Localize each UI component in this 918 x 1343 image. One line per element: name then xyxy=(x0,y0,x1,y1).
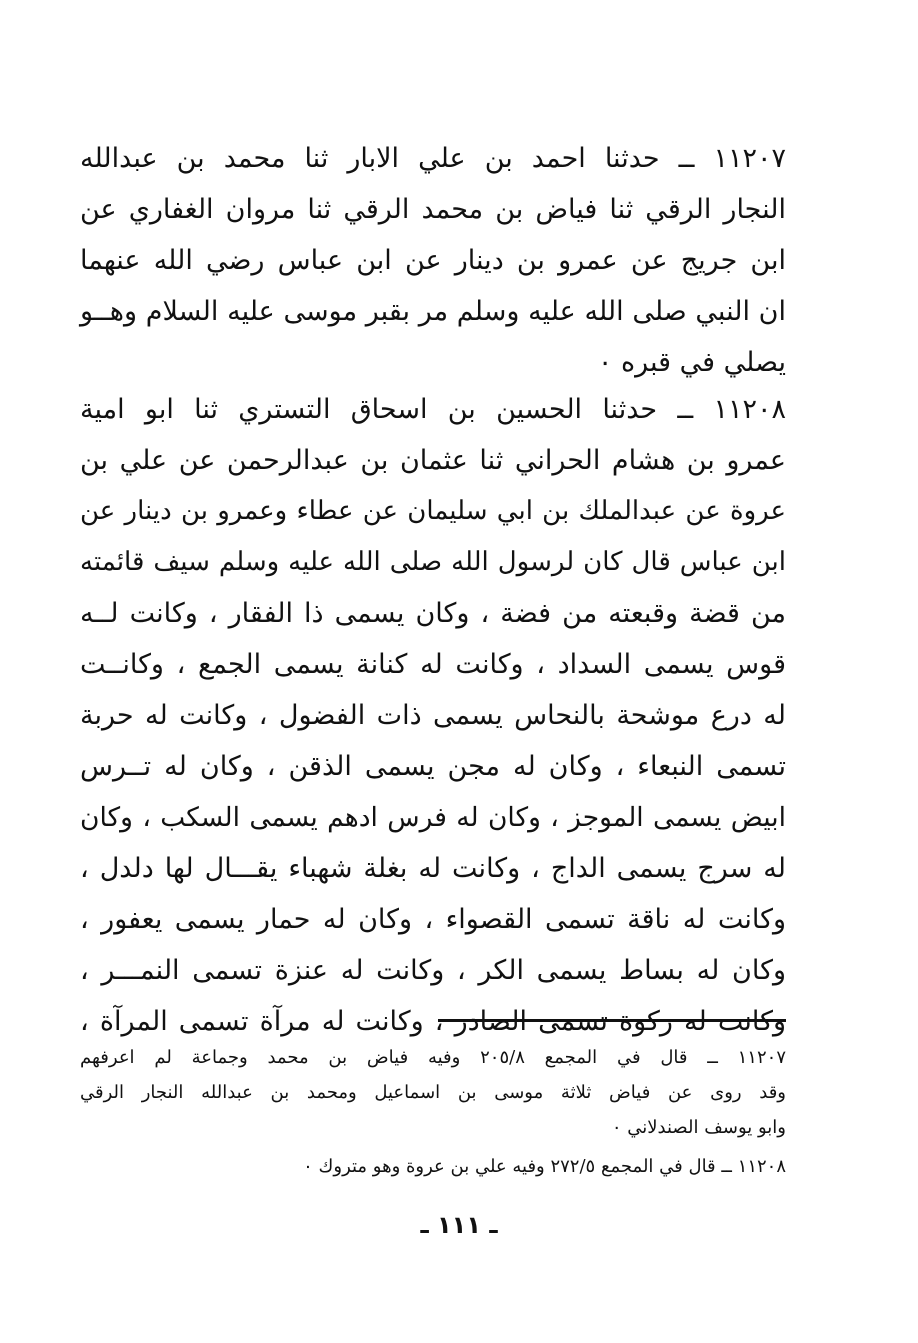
text-line: ان النبي صلى الله عليه وسلم مر بقبر موسى عليه السلام وهــو xyxy=(80,296,786,327)
hadith-11208 xyxy=(80,384,786,1047)
page-number: ـ ١١١ ـ xyxy=(420,1211,498,1239)
text-line: ١١٢٠٧ ــ حدثنا احمد بن علي الابار ثنا محمد بن عبدالله xyxy=(80,143,786,174)
text-line: من قضة وقبعته من فضة ، وكان يسمى ذا الفقار ، وكانت لــه xyxy=(80,598,786,629)
footnote-line: وقد روى عن فياض ثلاثة موسى بن اسماعيل ومحمد بن عبدالله النجار الرقي xyxy=(80,1082,786,1103)
text-line: ابن عباس قال كان لرسول الله صلى الله عليه وسلم سيف قائمته xyxy=(80,547,786,577)
text-line: تسمى النبعاء ، وكان له مجن يسمى الذقن ، وكان له تــرس xyxy=(80,751,786,782)
text-line: وكانت له ركوة تسمى الصادر ، وكانت له مرآة تسمى المرآة ، xyxy=(80,1006,786,1037)
text-line: عمرو بن هشام الحراني ثنا عثمان بن عبدالرحمن عن علي بن xyxy=(80,445,786,476)
footnote-line: ١١٢٠٧ ــ قال في المجمع ٢٠٥/٨ وفيه فياض بن محمد وجماعة لم اعرفهم xyxy=(80,1047,786,1068)
text-line: قوس يسمى السداد ، وكانت له كنانة يسمى الجمع ، وكانــت xyxy=(80,649,786,680)
text-line: النجار الرقي ثنا فياض بن محمد الرقي ثنا مروان الغفاري عن xyxy=(80,194,786,225)
footnote-line: ١١٢٠٨ ــ قال في المجمع ٢٧٢/٥ وفيه علي بن عروة وهو متروك ٠ xyxy=(303,1156,786,1177)
footnotes xyxy=(80,1040,786,1184)
footnote-separator xyxy=(438,1019,786,1022)
text-line: ابيض يسمى الموجز ، وكان له فرس ادهم يسمى السكب ، وكان xyxy=(80,802,786,833)
text-line: وكانت له ناقة تسمى القصواء ، وكان له حمار يسمى يعفور ، xyxy=(80,904,786,935)
text-line: له سرج يسمى الداج ، وكانت له بغلة شهباء يقـــال لها دلدل ، xyxy=(80,853,786,884)
hadith-11207 xyxy=(80,133,786,388)
text-line: يصلي في قبره ٠ xyxy=(597,347,786,378)
text-line: له درع موشحة بالنحاس يسمى ذات الفضول ، وكانت له حربة xyxy=(80,700,786,731)
text-line: ابن جريج عن عمرو بن دينار عن ابن عباس رضي الله عنهما xyxy=(80,245,786,276)
text-line: وكان له بساط يسمى الكر ، وكانت له عنزة تسمى النمـــر ، xyxy=(80,955,786,986)
footnote-line: وابو يوسف الصندلاني ٠ xyxy=(611,1117,786,1138)
text-line: عروة عن عبدالملك بن ابي سليمان عن عطاء وعمرو بن دينار عن xyxy=(80,496,786,526)
text-line: ١١٢٠٨ ــ حدثنا الحسين بن اسحاق التستري ثنا ابو امية xyxy=(80,394,786,425)
